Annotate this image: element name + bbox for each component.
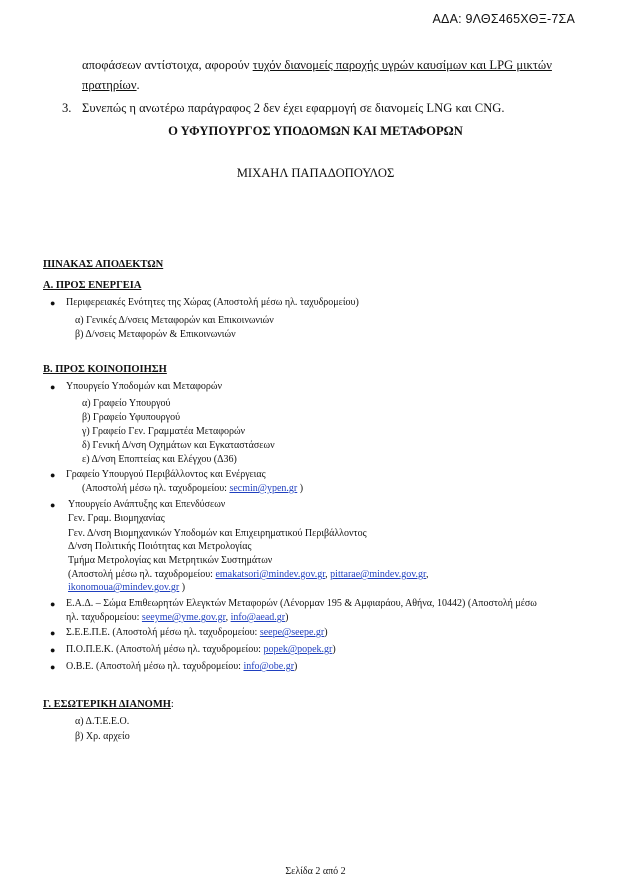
email-link[interactable]: seeyme@yme.gov.gr xyxy=(141,612,226,623)
separator: , xyxy=(325,569,331,580)
email-link[interactable]: info@obe.gr xyxy=(243,661,295,672)
recipient-seepe xyxy=(66,626,328,640)
section-c-item: α) Δ.Τ.Ε.Ε.Ο. xyxy=(75,716,130,727)
paragraph-3-text: Συνεπώς η ανωτέρω παράγραφος 2 δεν έχει εφαρμογή σε διανομείς LNG και CNG. xyxy=(82,101,505,115)
separator: , xyxy=(225,612,231,623)
signatory-name: ΜΙΧΑΗΛ ΠΑΠΑΔΟΠΟΥΛΟΣ xyxy=(236,166,395,180)
bullet-icon: ● xyxy=(50,599,56,609)
bullet-icon: ● xyxy=(50,382,56,392)
close-paren: ) xyxy=(294,661,298,672)
separator: , xyxy=(426,569,429,580)
email-link[interactable]: ikonomoua@mindev.gov.gr xyxy=(68,582,180,593)
recipient-ministry-infrastructure: Υπουργείο Υποδομών και Μεταφορών xyxy=(66,381,223,392)
recipient-label: Σ.Ε.Ε.Π.Ε. (Αποστολή μέσω ηλ. ταχυδρομείου: xyxy=(66,627,260,638)
development-sub-line: Γεν. Γραμ. Βιομηχανίας xyxy=(68,513,165,524)
paragraph-2-line-1 xyxy=(82,56,552,75)
paragraph-3-number: 3. xyxy=(62,101,72,115)
bullet-icon: ● xyxy=(50,298,56,308)
paragraph-2-underlined-2: πρατηρίων xyxy=(82,78,137,92)
section-a-item: β) Δ/νσεις Μεταφορών & Επικοινωνιών xyxy=(75,329,236,340)
development-sub-line: Τμήμα Μετρολογίας και Μετρητικών Συστημάτων xyxy=(68,555,273,566)
close-paren: ) xyxy=(285,612,289,623)
recipient-popek xyxy=(66,643,336,657)
bullet-icon: ● xyxy=(50,628,56,638)
page-number: Σελίδα 2 από 2 xyxy=(285,866,346,877)
bullet-icon: ● xyxy=(50,645,56,655)
recipient-obe xyxy=(66,660,297,674)
recipient-ead-line-1: Ε.Α.Δ. – Σώμα Επιθεωρητών Ελεγκτών Μεταφορών (Λένορμαν 195 & Αμφιαράου, Αθήνα, 10442) (Αποστολή μέσω xyxy=(66,598,537,609)
ministry-sub-item: δ) Γενική Δ/νση Οχημάτων και Εγκαταστάσεων xyxy=(82,440,275,451)
section-c-item: β) Χρ. αρχείο xyxy=(75,731,130,742)
development-send-line xyxy=(68,568,429,582)
send-label: (Αποστολή μέσω ηλ. ταχυδρομείου: xyxy=(82,483,230,494)
email-link[interactable]: info@aead.gr xyxy=(230,612,286,623)
ministry-sub-item: γ) Γραφείο Γεν. Γραμματέα Μεταφορών xyxy=(82,426,246,437)
email-link[interactable]: popek@popek.gr xyxy=(263,644,333,655)
recipient-ead-line-2 xyxy=(66,611,288,625)
email-link[interactable]: pittarae@mindev.gov.gr xyxy=(330,569,426,580)
paragraph-2-line-2 xyxy=(82,76,140,95)
email-link[interactable]: seepe@seepe.gr xyxy=(259,627,325,638)
environment-send-line xyxy=(82,482,303,496)
recipient-label: Ο.Β.Ε. (Αποστολή μέσω ηλ. ταχυδρομείου: xyxy=(66,661,244,672)
document-ada-code: ΑΔΑ: 9ΛΘΣ465ΧΘΞ-7ΣΑ xyxy=(432,12,575,26)
development-send-line-2 xyxy=(68,581,185,595)
paragraph-2-underlined: τυχόν διανομείς παροχής υγρών καυσίμων και LPG μικτών xyxy=(252,58,552,72)
close-paren: ) xyxy=(179,582,186,593)
recipient-label: Π.Ο.Π.Ε.Κ. (Αποστολή μέσω ηλ. ταχυδρομείου: xyxy=(66,644,264,655)
section-b-heading: Β. ΠΡΟΣ ΚΟΙΝΟΠΟΙΗΣΗ xyxy=(43,364,167,375)
paragraph-2-text: αποφάσεων αντίστοιχα, αφορούν xyxy=(82,58,253,72)
bullet-icon: ● xyxy=(50,500,56,510)
email-link[interactable]: secmin@ypen.gr xyxy=(229,483,298,494)
email-link[interactable]: emakatsori@mindev.gov.gr xyxy=(215,569,326,580)
section-c-heading: Γ. ΕΣΩΤΕΡΙΚΗ ΔΙΑΝΟΜΗ xyxy=(43,699,171,710)
ministry-sub-item: α) Γραφείο Υπουργού xyxy=(82,398,171,409)
section-a-bullet: Περιφερειακές Ενότητες της Χώρας (Αποστολή μέσω ηλ. ταχυδρομείου) xyxy=(66,297,359,308)
development-sub-line: Δ/νση Πολιτικής Ποιότητας και Μετρολογίας xyxy=(68,541,252,552)
section-c-heading-line xyxy=(43,698,174,712)
signatory-title: Ο ΥΦΥΠΟΥΡΓΟΣ ΥΠΟΔΟΜΩΝ ΚΑΙ ΜΕΤΑΦΟΡΩΝ xyxy=(168,124,463,138)
send-label: (Αποστολή μέσω ηλ. ταχυδρομείου: xyxy=(68,569,216,580)
close-paren: ) xyxy=(332,644,336,655)
close-paren: ) xyxy=(324,627,328,638)
bullet-icon: ● xyxy=(50,662,56,672)
paragraph-2-end: . xyxy=(136,78,140,92)
ministry-sub-item: ε) Δ/νση Εποπτείας και Ελέγχου (Δ36) xyxy=(82,454,237,465)
recipient-environment-ministry: Γραφείο Υπουργού Περιβάλλοντος και Ενέργειας xyxy=(66,469,266,480)
section-a-item: α) Γενικές Δ/νσεις Μεταφορών και Επικοινωνιών xyxy=(75,315,274,326)
recipients-heading: ΠΙΝΑΚΑΣ ΑΠΟΔΕΚΤΩΝ xyxy=(43,259,164,270)
send-label: ηλ. ταχυδρομείου: xyxy=(66,612,142,623)
close-paren: ) xyxy=(297,483,304,494)
recipient-development-ministry: Υπουργείο Ανάπτυξης και Επενδύσεων xyxy=(68,499,226,510)
section-a-heading: Α. ΠΡΟΣ ΕΝΕΡΓΕΙΑ xyxy=(43,280,142,291)
development-sub-line: Γεν. Δ/νση Βιομηχανικών Υποδομών και Επιχειρηματικού Περιβάλλοντος xyxy=(68,528,367,539)
bullet-icon: ● xyxy=(50,470,56,480)
heading-colon: : xyxy=(170,699,174,710)
ministry-sub-item: β) Γραφείο Υφυπουργού xyxy=(82,412,181,423)
